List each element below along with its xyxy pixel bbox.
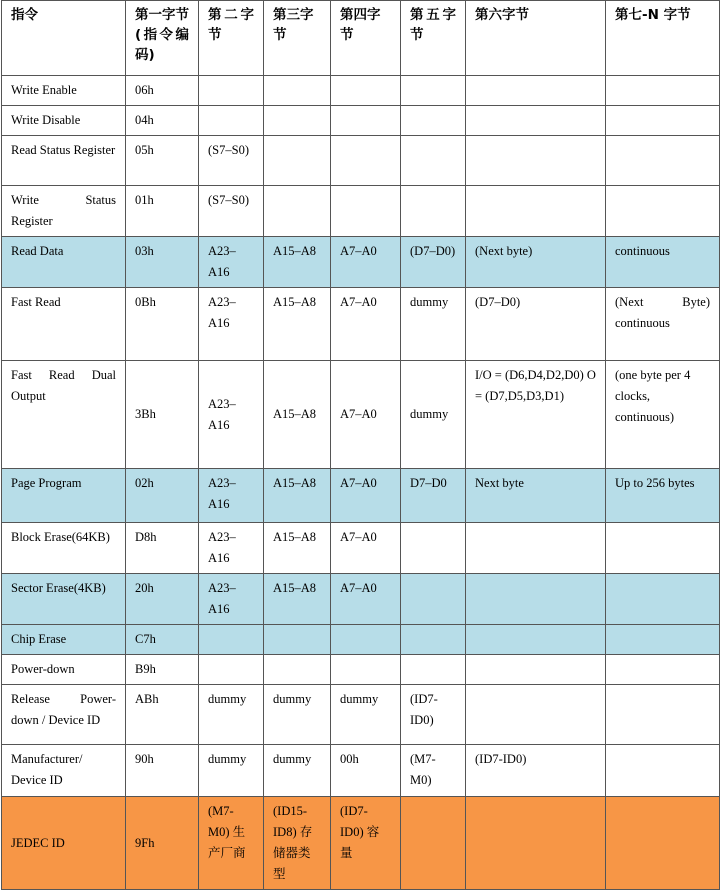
byte2-cell: (S7–S0) <box>199 136 264 186</box>
byte4-cell <box>331 655 401 685</box>
byte4-cell: A7–A0 <box>331 361 401 469</box>
byte5-cell <box>401 523 466 574</box>
byte2-cell <box>199 625 264 655</box>
command-cell: Chip Erase <box>2 625 126 655</box>
table-row <box>2 685 720 745</box>
byte4-cell: 00h <box>331 745 401 797</box>
byte3-cell: A15–A8 <box>264 361 331 469</box>
byte7n-cell <box>606 523 720 574</box>
byte5-cell <box>401 655 466 685</box>
command-cell: Read Data <box>2 237 126 288</box>
byte6-cell: I/O = (D6,D4,D2,D0) O = (D7,D5,D3,D1) <box>466 361 606 469</box>
header-cell-byte-1: 第一字节(指令编码) <box>126 1 199 76</box>
byte1-cell: ABh <box>126 685 199 745</box>
byte1-cell: B9h <box>126 655 199 685</box>
byte4-cell <box>331 136 401 186</box>
byte3-cell: A15–A8 <box>264 523 331 574</box>
byte6-cell <box>466 523 606 574</box>
spi-flash-command-table <box>1 0 720 890</box>
byte5-cell: dummy <box>401 361 466 469</box>
byte3-cell: dummy <box>264 685 331 745</box>
byte4-cell <box>331 76 401 106</box>
byte1-cell: 02h <box>126 469 199 523</box>
byte6-cell: Next byte <box>466 469 606 523</box>
byte2-cell <box>199 655 264 685</box>
table-row <box>2 745 720 797</box>
byte5-cell <box>401 625 466 655</box>
byte2-cell <box>199 106 264 136</box>
header-row <box>2 1 720 76</box>
byte4-cell: A7–A0 <box>331 288 401 361</box>
byte6-cell: (Next byte) <box>466 237 606 288</box>
command-cell: Fast Read <box>2 288 126 361</box>
header-cell-byte-6: 第六字节 <box>466 1 606 76</box>
byte2-cell: (M7-M0) 生产厂商 <box>199 797 264 890</box>
byte1-cell: 0Bh <box>126 288 199 361</box>
byte2-cell: A23–A16 <box>199 288 264 361</box>
table-row <box>2 361 720 469</box>
table-row-highlight-blue <box>2 574 720 625</box>
table-row-highlight-blue <box>2 469 720 523</box>
byte2-cell: A23–A16 <box>199 574 264 625</box>
table-row <box>2 655 720 685</box>
byte3-cell <box>264 186 331 237</box>
byte6-cell <box>466 106 606 136</box>
command-cell: Manufacturer/ Device ID <box>2 745 126 797</box>
byte4-cell: A7–A0 <box>331 237 401 288</box>
byte4-cell: A7–A0 <box>331 469 401 523</box>
byte2-cell: A23–A16 <box>199 237 264 288</box>
table-row <box>2 186 720 237</box>
command-cell: Read Status Register <box>2 136 126 186</box>
byte2-cell: A23–A16 <box>199 469 264 523</box>
byte6-cell <box>466 797 606 890</box>
command-cell: Write Enable <box>2 76 126 106</box>
header-cell-byte-7-n: 第七-N 字节 <box>606 1 720 76</box>
byte3-cell: A15–A8 <box>264 469 331 523</box>
header-cell-byte-2: 第二字节 <box>199 1 264 76</box>
table-row-highlight-orange <box>2 797 720 890</box>
byte3-cell: dummy <box>264 745 331 797</box>
table-row <box>2 106 720 136</box>
byte7n-cell <box>606 106 720 136</box>
byte5-cell: dummy <box>401 288 466 361</box>
byte1-cell: 90h <box>126 745 199 797</box>
header-cell-command: 指令 <box>2 1 126 76</box>
command-cell: Block Erase(64KB) <box>2 523 126 574</box>
table-row <box>2 136 720 186</box>
byte1-cell: 3Bh <box>126 361 199 469</box>
byte3-cell: (ID15-ID8) 存储器类型 <box>264 797 331 890</box>
byte6-cell <box>466 625 606 655</box>
byte3-cell <box>264 625 331 655</box>
byte3-cell: A15–A8 <box>264 288 331 361</box>
byte7n-cell <box>606 685 720 745</box>
header-cell-byte-3: 第三字节 <box>264 1 331 76</box>
byte4-cell: (ID7-ID0) 容量 <box>331 797 401 890</box>
byte4-cell <box>331 625 401 655</box>
byte7n-cell <box>606 625 720 655</box>
table-row-highlight-blue <box>2 237 720 288</box>
header-cell-byte-4: 第四字节 <box>331 1 401 76</box>
byte3-cell: A15–A8 <box>264 237 331 288</box>
byte4-cell: dummy <box>331 685 401 745</box>
byte1-cell: D8h <box>126 523 199 574</box>
byte7n-cell <box>606 797 720 890</box>
byte4-cell: A7–A0 <box>331 523 401 574</box>
byte7n-cell <box>606 574 720 625</box>
command-cell: Write Disable <box>2 106 126 136</box>
byte7n-cell <box>606 655 720 685</box>
byte1-cell: 01h <box>126 186 199 237</box>
byte7n-cell: (Next Byte) continuous <box>606 288 720 361</box>
byte4-cell <box>331 186 401 237</box>
byte5-cell <box>401 106 466 136</box>
table-row <box>2 523 720 574</box>
byte1-cell: 20h <box>126 574 199 625</box>
byte2-cell: dummy <box>199 685 264 745</box>
byte1-cell: 04h <box>126 106 199 136</box>
byte2-cell: dummy <box>199 745 264 797</box>
byte1-cell: 03h <box>126 237 199 288</box>
byte7n-cell: Up to 256 bytes <box>606 469 720 523</box>
byte3-cell: A15–A8 <box>264 574 331 625</box>
byte3-cell <box>264 106 331 136</box>
byte6-cell: (ID7-ID0) <box>466 745 606 797</box>
byte2-cell: (S7–S0) <box>199 186 264 237</box>
byte6-cell <box>466 685 606 745</box>
byte5-cell: (D7–D0) <box>401 237 466 288</box>
byte5-cell <box>401 76 466 106</box>
command-cell: Fast Read Dual Output <box>2 361 126 469</box>
command-cell: Page Program <box>2 469 126 523</box>
command-cell: Sector Erase(4KB) <box>2 574 126 625</box>
byte2-cell: A23–A16 <box>199 523 264 574</box>
table-row-highlight-blue <box>2 625 720 655</box>
byte6-cell <box>466 574 606 625</box>
byte2-cell <box>199 76 264 106</box>
byte7n-cell: continuous <box>606 237 720 288</box>
byte7n-cell <box>606 745 720 797</box>
byte3-cell <box>264 655 331 685</box>
byte5-cell: (ID7-ID0) <box>401 685 466 745</box>
byte3-cell <box>264 76 331 106</box>
table-row <box>2 288 720 361</box>
command-cell: Release Power-down / Device ID <box>2 685 126 745</box>
command-cell: JEDEC ID <box>2 797 126 890</box>
byte7n-cell <box>606 76 720 106</box>
byte5-cell <box>401 186 466 237</box>
byte7n-cell: (one byte per 4 clocks, continuous) <box>606 361 720 469</box>
byte1-cell: C7h <box>126 625 199 655</box>
byte5-cell <box>401 136 466 186</box>
byte1-cell: 06h <box>126 76 199 106</box>
byte5-cell <box>401 574 466 625</box>
byte5-cell <box>401 797 466 890</box>
byte6-cell <box>466 186 606 237</box>
command-cell: Write Status Register <box>2 186 126 237</box>
byte1-cell: 9Fh <box>126 797 199 890</box>
byte6-cell: (D7–D0) <box>466 288 606 361</box>
byte1-cell: 05h <box>126 136 199 186</box>
byte2-cell: A23–A16 <box>199 361 264 469</box>
header-cell-byte-5: 第五字节 <box>401 1 466 76</box>
byte7n-cell <box>606 136 720 186</box>
table-row <box>2 76 720 106</box>
byte3-cell <box>264 136 331 186</box>
command-cell: Power-down <box>2 655 126 685</box>
byte6-cell <box>466 76 606 106</box>
byte7n-cell <box>606 186 720 237</box>
byte5-cell: (M7-M0) <box>401 745 466 797</box>
byte5-cell: D7–D0 <box>401 469 466 523</box>
byte4-cell: A7–A0 <box>331 574 401 625</box>
byte6-cell <box>466 136 606 186</box>
byte4-cell <box>331 106 401 136</box>
byte6-cell <box>466 655 606 685</box>
